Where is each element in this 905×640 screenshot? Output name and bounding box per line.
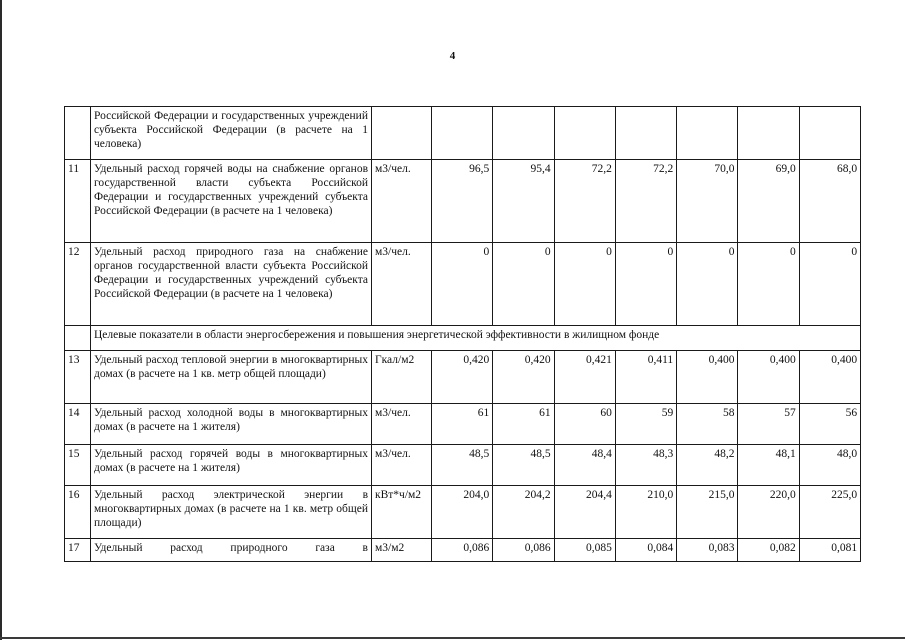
- indicator-name-cell: Российской Федерации и государственных учреждений субъекта Российской Федерации (в расчете на 1 человека): [91, 107, 372, 160]
- value-cell: [738, 107, 799, 160]
- value-cell: 0,420: [493, 351, 554, 404]
- value-cell: 95,4: [493, 160, 554, 243]
- value-cell: 48,0: [799, 445, 860, 486]
- value-cell: 61: [432, 404, 493, 445]
- row-number-cell: 11: [65, 160, 91, 243]
- value-cell: 225,0: [799, 486, 860, 539]
- value-cell: 48,1: [738, 445, 799, 486]
- table-row: [65, 539, 861, 562]
- value-cell: 0: [799, 243, 860, 326]
- value-cell: 0: [432, 243, 493, 326]
- unit-cell: Гкал/м2: [372, 351, 432, 404]
- value-cell: 72,2: [615, 160, 676, 243]
- value-cell: 0,411: [615, 351, 676, 404]
- scan-edge-left: [0, 0, 2, 640]
- indicators-table: [64, 106, 861, 562]
- value-cell: 0,086: [493, 539, 554, 562]
- unit-cell: кВт*ч/м2: [372, 486, 432, 539]
- value-cell: 57: [738, 404, 799, 445]
- value-cell: [677, 107, 738, 160]
- value-cell: 0,086: [432, 539, 493, 562]
- value-cell: 0: [615, 243, 676, 326]
- section-title: Целевые показатели в области энергосбережения и повышения энергетической эффективности в жилищном фонде: [91, 326, 861, 351]
- value-cell: 48,4: [554, 445, 615, 486]
- value-cell: 0,083: [677, 539, 738, 562]
- value-cell: 0: [554, 243, 615, 326]
- value-cell: 210,0: [615, 486, 676, 539]
- value-cell: 0,400: [677, 351, 738, 404]
- value-cell: 0: [738, 243, 799, 326]
- value-cell: 48,2: [677, 445, 738, 486]
- indicator-name-cell: Удельный расход электрической энергии в многоквартирных домах (в расчете на 1 кв. метр общей площади): [91, 486, 372, 539]
- value-cell: 0,421: [554, 351, 615, 404]
- value-cell: [615, 107, 676, 160]
- unit-cell: м3/м2: [372, 539, 432, 562]
- indicator-name-cell: Удельный расход горячей воды в многоквартирных домах (в расчете на 1 жителя): [91, 445, 372, 486]
- value-cell: 204,2: [493, 486, 554, 539]
- table-row: [65, 351, 861, 404]
- value-cell: [799, 107, 860, 160]
- value-cell: 204,4: [554, 486, 615, 539]
- value-cell: [432, 107, 493, 160]
- row-number-cell: 12: [65, 243, 91, 326]
- value-cell: 72,2: [554, 160, 615, 243]
- scan-edge-bottom: [0, 637, 905, 639]
- unit-cell: [372, 107, 432, 160]
- row-number-cell: 14: [65, 404, 91, 445]
- value-cell: [554, 107, 615, 160]
- value-cell: 0,420: [432, 351, 493, 404]
- row-number-cell: 16: [65, 486, 91, 539]
- value-cell: 0,084: [615, 539, 676, 562]
- indicator-name-cell: Удельный расход природного газа в: [91, 539, 372, 562]
- indicator-name-cell: Удельный расход холодной воды в многоквартирных домах (в расчете на 1 жителя): [91, 404, 372, 445]
- value-cell: 0: [493, 243, 554, 326]
- value-cell: 48,5: [493, 445, 554, 486]
- table-row: [65, 243, 861, 326]
- row-number-cell: [65, 107, 91, 160]
- value-cell: 0,085: [554, 539, 615, 562]
- indicator-name-cell: Удельный расход горячей воды на снабжение органов государственной власти субъекта Российской Федерации и государственных учреждений субъекта Российской Федерации (в расчете на 1 человека): [91, 160, 372, 243]
- table-row: [65, 445, 861, 486]
- value-cell: 61: [493, 404, 554, 445]
- row-number-cell: 13: [65, 351, 91, 404]
- value-cell: 0,082: [738, 539, 799, 562]
- value-cell: 204,0: [432, 486, 493, 539]
- section-heading-row: [65, 326, 861, 351]
- value-cell: 96,5: [432, 160, 493, 243]
- value-cell: [493, 107, 554, 160]
- table-row: [65, 486, 861, 539]
- table-row: [65, 160, 861, 243]
- value-cell: 60: [554, 404, 615, 445]
- value-cell: 70,0: [677, 160, 738, 243]
- value-cell: 68,0: [799, 160, 860, 243]
- indicator-name-cell: Удельный расход природного газа на снабжение органов государственной власти субъекта Российской Федерации и государственных учреждений субъекта Российской Федерации (в расчете на 1 человека): [91, 243, 372, 326]
- value-cell: 59: [615, 404, 676, 445]
- unit-cell: м3/чел.: [372, 445, 432, 486]
- table-row: [65, 404, 861, 445]
- table-row-continuation: [65, 107, 861, 160]
- unit-cell: м3/чел.: [372, 243, 432, 326]
- value-cell: 48,5: [432, 445, 493, 486]
- value-cell: 56: [799, 404, 860, 445]
- unit-cell: м3/чел.: [372, 404, 432, 445]
- row-number-cell: 17: [65, 539, 91, 562]
- row-number-cell: [65, 326, 91, 351]
- unit-cell: м3/чел.: [372, 160, 432, 243]
- value-cell: 48,3: [615, 445, 676, 486]
- page-number: 4: [449, 50, 456, 62]
- value-cell: 69,0: [738, 160, 799, 243]
- value-cell: 215,0: [677, 486, 738, 539]
- value-cell: 58: [677, 404, 738, 445]
- value-cell: 0,400: [738, 351, 799, 404]
- value-cell: 220,0: [738, 486, 799, 539]
- indicator-name-cell: Удельный расход тепловой энергии в многоквартирных домах (в расчете на 1 кв. метр общей площади): [91, 351, 372, 404]
- row-number-cell: 15: [65, 445, 91, 486]
- value-cell: 0: [677, 243, 738, 326]
- value-cell: 0,400: [799, 351, 860, 404]
- value-cell: 0,081: [799, 539, 860, 562]
